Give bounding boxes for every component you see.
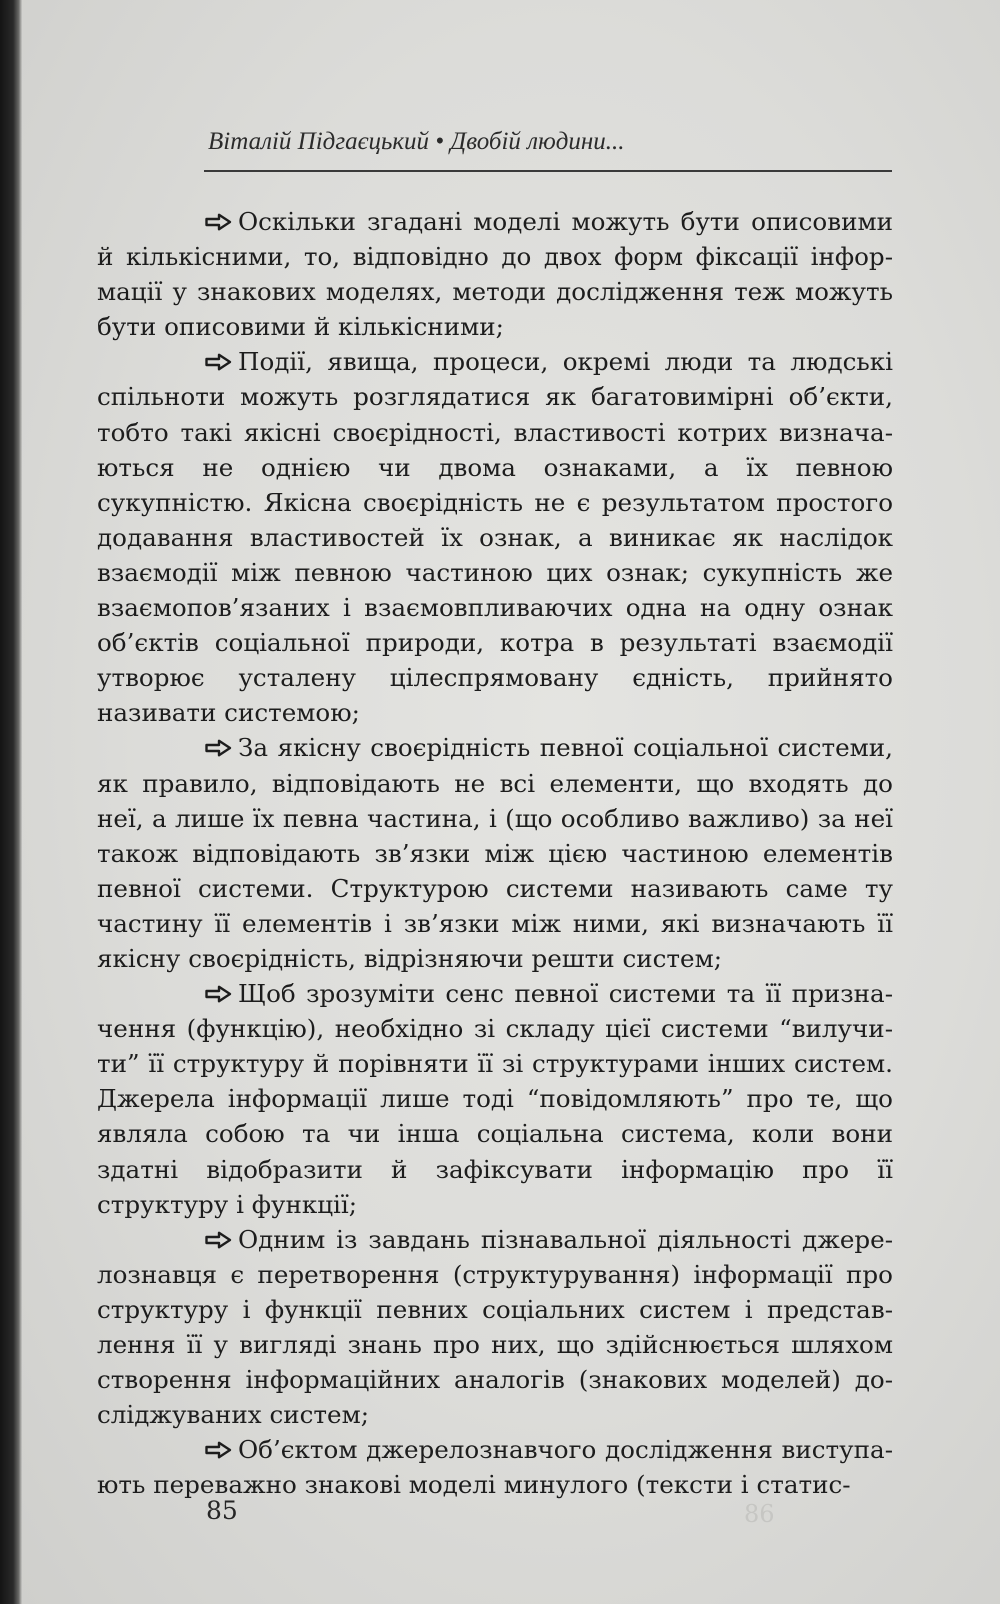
running-head: Віталій Підгаєцький • Двобій людини... [208,128,625,155]
paragraph [97,1432,893,1502]
paragraph [97,730,893,976]
paragraph-text: Одним із завдань пізнавальної діяльності джерелознавця є перетворення (структурування) інформації про структуру і функції певних соціальних систем і представлення її у вигляді знань про них, що здійснюється шляхом створення інформаційних аналогів (знакових моделей) досліджуваних систем; [97,1224,893,1430]
paragraph [97,976,893,1222]
paragraph-text: Щоб зрозуміти сенс певної системи та її призначення (функцію), необхідно зі складу цієї системи “вилучити” її структуру й порівняти її зі структурами інших систем. Джерела інформації лише тоді “повідомляють” про те, що являла собою та чи інша соціальна система, коли вони здатні відобразити й зафіксувати інформацію про її структуру і функції; [97,979,893,1219]
page-number: 85 [206,1496,238,1525]
right-arrow-outline-icon [205,739,232,757]
book-page [22,0,1000,1604]
body-text [97,204,893,1502]
paragraph-text: Оскільки згадані моделі можуть бути описовими й кількісними, то, відповідно до двох форм фіксації інформації у знакових моделях, методи дослідження теж можуть бути описовими й кількісними; [97,207,893,342]
right-arrow-outline-icon [205,213,232,231]
paragraph-text: Об’єктом джерелознавчого дослідження виступають переважно знакові моделі минулого (тексти і статис- [97,1435,893,1500]
bleed-through-page-number: 86 [744,1500,775,1528]
paragraph-text: Події, явища, процеси, окремі люди та людські спільноти можуть розглядатися як багатовимірні об’єкти, тобто такі якісні своєрідності, властивості котрих визначаються не однією чи двома ознаками, а їх певною сукупністю. Якісна своєрідність не є результатом простого додавання властивостей їх ознак, а виникає як наслідок взаємодії між певною частиною цих ознак; сукупність же взаємопов’язаних і взаємовпливаючих одна на одну ознак об’єктів соціальної природи, котра в результаті взаємодії утворює усталену цілеспрямовану єдність, прийнято називати системою; [97,347,893,728]
right-arrow-outline-icon [205,1231,232,1249]
right-arrow-outline-icon [205,1441,232,1459]
right-arrow-outline-icon [205,353,232,371]
paragraph-text: За якісну своєрідність певної соціальної системи, як правило, відповідають не всі елементи, що входять до неї, а лише їх певна частина, і (що особливо важливо) за неї також відповідають зв’язки між цією частиною елементів певної системи. Структурою системи називають саме ту частину її елементів і зв’язки між ними, які визначають її якісну своєрідність, відрізняючи решти систем; [97,733,893,973]
paragraph [97,1222,893,1433]
paragraph [97,344,893,730]
right-arrow-outline-icon [205,985,232,1003]
book-binding-shadow [0,0,22,1604]
paragraph [97,204,893,344]
header-rule [204,170,892,172]
